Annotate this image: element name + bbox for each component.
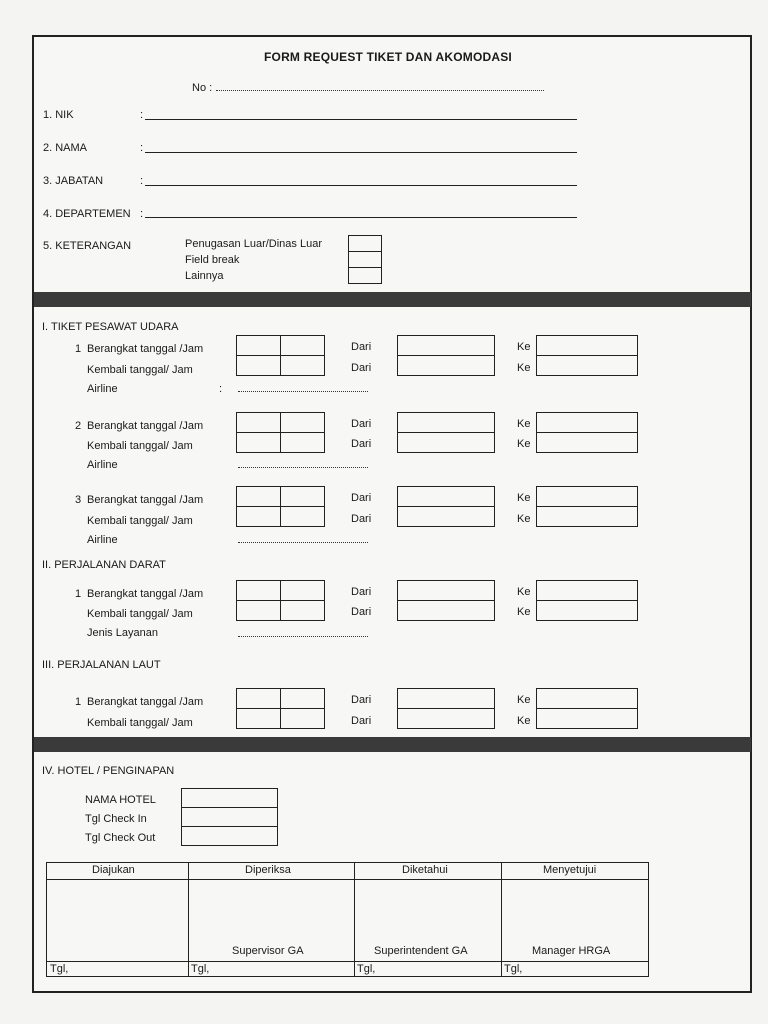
section-divider-2 <box>34 737 751 752</box>
pesawat-2-dari-box[interactable] <box>397 412 495 433</box>
checkbox-dinas-luar[interactable] <box>348 235 382 252</box>
approval-tgl-menyetujui: Tgl, <box>504 963 523 975</box>
section-laut-title: III. PERJALANAN LAUT <box>42 659 161 671</box>
keterangan-option-field-break: Field break <box>185 254 240 266</box>
pesawat-1-airline-field[interactable] <box>238 391 368 392</box>
darat-1-jenis-layanan-field[interactable] <box>238 636 368 637</box>
pesawat-3-dari-label-2: Dari <box>351 513 372 525</box>
pesawat-3-berangkat-label: Berangkat tanggal /Jam <box>87 494 204 506</box>
darat-1-number: 1 <box>75 588 82 600</box>
checkbox-lainnya[interactable] <box>348 267 382 284</box>
pesawat-2-berangkat-label: Berangkat tanggal /Jam <box>87 420 204 432</box>
laut-1-dari-label-2: Dari <box>351 715 372 727</box>
pesawat-1-airline-label: Airline <box>87 383 118 395</box>
section-hotel-title: IV. HOTEL / PENGINAPAN <box>42 765 175 777</box>
darat-1-ke-box-2[interactable] <box>536 600 638 621</box>
pesawat-1-number: 1 <box>75 343 82 355</box>
hotel-name-label: NAMA HOTEL <box>85 794 156 806</box>
hotel-check-in-label: Tgl Check In <box>85 813 147 825</box>
laut-1-kembali-jam-box[interactable] <box>280 708 325 729</box>
approval-tgl-diajukan: Tgl, <box>50 963 69 975</box>
approval-role-manager-hrga: Manager HRGA <box>532 945 611 957</box>
jabatan-label: 3. JABATAN <box>43 175 104 187</box>
pesawat-2-kembali-label: Kembali tanggal/ Jam <box>87 440 193 452</box>
approval-role-superintendent-ga: Superintendent GA <box>374 945 468 957</box>
darat-1-dari-box[interactable] <box>397 580 495 601</box>
pesawat-2-ke-label-2: Ke <box>517 438 531 450</box>
keterangan-label: 5. KETERANGAN <box>43 240 132 252</box>
laut-1-ke-box-2[interactable] <box>536 708 638 729</box>
laut-1-dari-box[interactable] <box>397 688 495 709</box>
pesawat-2-airline-field[interactable] <box>238 467 368 468</box>
pesawat-1-dari-box-2[interactable] <box>397 355 495 376</box>
pesawat-2-number: 2 <box>75 420 82 432</box>
laut-1-number: 1 <box>75 696 82 708</box>
departemen-label: 4. DEPARTEMEN <box>43 208 131 220</box>
darat-1-berangkat-jam-box[interactable] <box>280 580 325 601</box>
pesawat-3-kembali-jam-box[interactable] <box>280 506 325 527</box>
section-pesawat-title: I. TIKET PESAWAT UDARA <box>42 321 179 333</box>
pesawat-3-ke-box[interactable] <box>536 486 638 507</box>
pesawat-1-ke-box-2[interactable] <box>536 355 638 376</box>
pesawat-3-kembali-tanggal-box[interactable] <box>236 506 281 527</box>
darat-1-kembali-tanggal-box[interactable] <box>236 600 281 621</box>
pesawat-1-kembali-label: Kembali tanggal/ Jam <box>87 364 193 376</box>
pesawat-3-airline-field[interactable] <box>238 542 368 543</box>
form-number-label: No : <box>192 82 213 94</box>
pesawat-3-ke-box-2[interactable] <box>536 506 638 527</box>
laut-1-kembali-tanggal-box[interactable] <box>236 708 281 729</box>
pesawat-2-berangkat-tanggal-box[interactable] <box>236 412 281 433</box>
pesawat-1-berangkat-tanggal-box[interactable] <box>236 335 281 356</box>
pesawat-2-airline-label: Airline <box>87 459 118 471</box>
darat-1-kembali-label: Kembali tanggal/ Jam <box>87 608 193 620</box>
pesawat-3-dari-box[interactable] <box>397 486 495 507</box>
pesawat-2-kembali-jam-box[interactable] <box>280 432 325 453</box>
pesawat-1-dari-label: Dari <box>351 341 372 353</box>
departemen-field[interactable] <box>145 217 577 218</box>
form-title: FORM REQUEST TIKET DAN AKOMODASI <box>264 50 512 64</box>
pesawat-1-airline-colon: : <box>219 383 223 395</box>
laut-1-ke-box[interactable] <box>536 688 638 709</box>
approval-tgl-diketahui: Tgl, <box>357 963 376 975</box>
laut-1-ke-label-2: Ke <box>517 715 531 727</box>
darat-1-berangkat-label: Berangkat tanggal /Jam <box>87 588 204 600</box>
pesawat-3-berangkat-tanggal-box[interactable] <box>236 486 281 507</box>
laut-1-kembali-label: Kembali tanggal/ Jam <box>87 717 193 729</box>
hotel-check-in-box[interactable] <box>181 807 278 827</box>
nama-colon: : <box>140 142 144 154</box>
jabatan-field[interactable] <box>145 185 577 186</box>
laut-1-dari-box-2[interactable] <box>397 708 495 729</box>
nik-colon: : <box>140 109 144 121</box>
nik-field[interactable] <box>145 119 577 120</box>
approval-header-menyetujui: Menyetujui <box>543 864 597 876</box>
pesawat-3-dari-box-2[interactable] <box>397 506 495 527</box>
pesawat-2-dari-label: Dari <box>351 418 372 430</box>
pesawat-1-kembali-tanggal-box[interactable] <box>236 355 281 376</box>
pesawat-1-dari-box[interactable] <box>397 335 495 356</box>
pesawat-1-ke-box[interactable] <box>536 335 638 356</box>
pesawat-3-airline-label: Airline <box>87 534 118 546</box>
keterangan-option-lainnya: Lainnya <box>185 270 224 282</box>
pesawat-1-ke-label-2: Ke <box>517 362 531 374</box>
laut-1-berangkat-jam-box[interactable] <box>280 688 325 709</box>
section-darat-title: II. PERJALANAN DARAT <box>42 559 166 571</box>
pesawat-2-ke-box-2[interactable] <box>536 432 638 453</box>
approval-tgl-diperiksa: Tgl, <box>191 963 210 975</box>
nik-label: 1. NIK <box>43 109 74 121</box>
laut-1-berangkat-tanggal-box[interactable] <box>236 688 281 709</box>
checkbox-field-break[interactable] <box>348 251 382 268</box>
hotel-check-out-box[interactable] <box>181 826 278 846</box>
pesawat-3-kembali-label: Kembali tanggal/ Jam <box>87 515 193 527</box>
form-number-field[interactable] <box>216 90 544 91</box>
darat-1-kembali-jam-box[interactable] <box>280 600 325 621</box>
approval-role-supervisor-ga: Supervisor GA <box>232 945 304 957</box>
pesawat-2-ke-box[interactable] <box>536 412 638 433</box>
pesawat-2-kembali-tanggal-box[interactable] <box>236 432 281 453</box>
pesawat-3-dari-label: Dari <box>351 492 372 504</box>
approval-header-diajukan: Diajukan <box>92 864 135 876</box>
darat-1-ke-box[interactable] <box>536 580 638 601</box>
pesawat-1-ke-label: Ke <box>517 341 531 353</box>
departemen-colon: : <box>140 208 144 220</box>
approval-table <box>46 862 649 977</box>
pesawat-1-berangkat-label: Berangkat tanggal /Jam <box>87 343 204 355</box>
pesawat-1-dari-label-2: Dari <box>351 362 372 374</box>
nama-field[interactable] <box>145 152 577 153</box>
laut-1-ke-label: Ke <box>517 694 531 706</box>
darat-1-berangkat-tanggal-box[interactable] <box>236 580 281 601</box>
darat-1-dari-box-2[interactable] <box>397 600 495 621</box>
section-divider <box>34 292 751 307</box>
laut-1-berangkat-label: Berangkat tanggal /Jam <box>87 696 204 708</box>
jabatan-colon: : <box>140 175 144 187</box>
darat-1-ke-label: Ke <box>517 586 531 598</box>
pesawat-3-ke-label-2: Ke <box>517 513 531 525</box>
hotel-name-box[interactable] <box>181 788 278 808</box>
approval-header-diperiksa: Diperiksa <box>245 864 291 876</box>
pesawat-3-ke-label: Ke <box>517 492 531 504</box>
darat-1-jenis-layanan-label: Jenis Layanan <box>87 627 158 639</box>
pesawat-2-berangkat-jam-box[interactable] <box>280 412 325 433</box>
pesawat-3-berangkat-jam-box[interactable] <box>280 486 325 507</box>
pesawat-1-berangkat-jam-box[interactable] <box>280 335 325 356</box>
pesawat-2-dari-box-2[interactable] <box>397 432 495 453</box>
darat-1-ke-label-2: Ke <box>517 606 531 618</box>
nama-label: 2. NAMA <box>43 142 88 154</box>
pesawat-3-number: 3 <box>75 494 82 506</box>
darat-1-dari-label-2: Dari <box>351 606 372 618</box>
darat-1-dari-label: Dari <box>351 586 372 598</box>
pesawat-2-ke-label: Ke <box>517 418 531 430</box>
pesawat-1-kembali-jam-box[interactable] <box>280 355 325 376</box>
hotel-check-out-label: Tgl Check Out <box>85 832 156 844</box>
laut-1-dari-label: Dari <box>351 694 372 706</box>
pesawat-2-dari-label-2: Dari <box>351 438 372 450</box>
keterangan-option-dinas-luar: Penugasan Luar/Dinas Luar <box>185 238 322 250</box>
approval-header-diketahui: Diketahui <box>402 864 448 876</box>
